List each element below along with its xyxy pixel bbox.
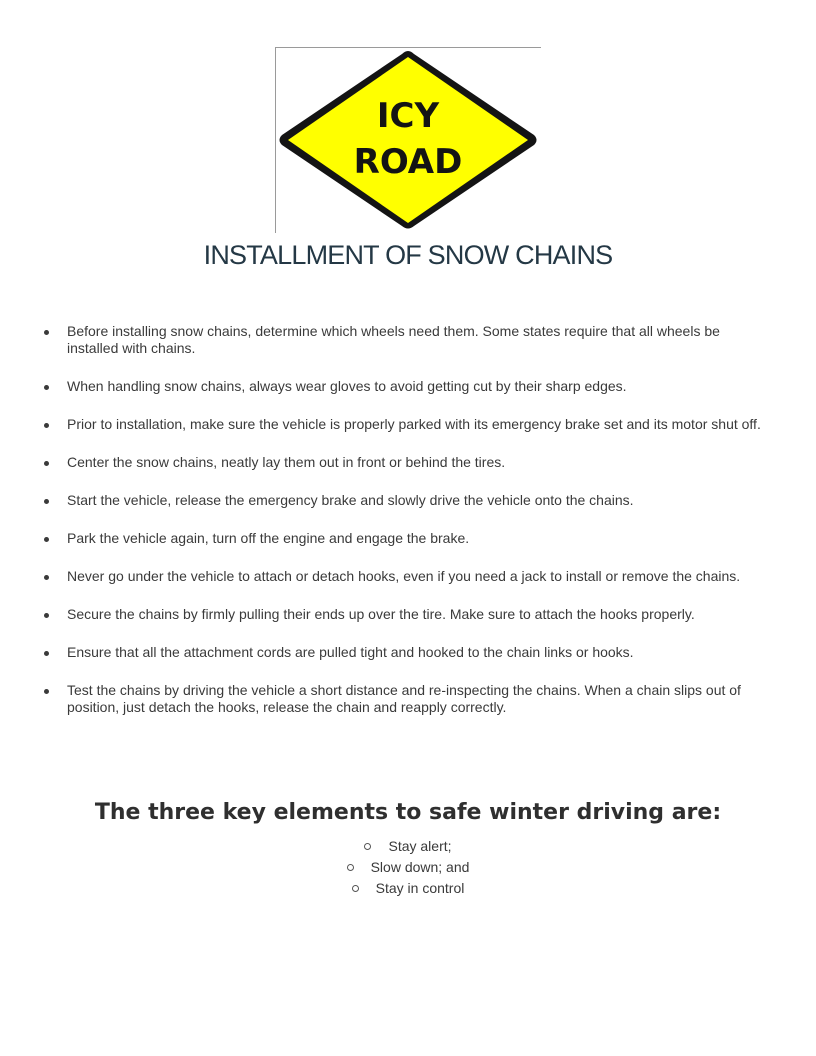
key-elements-heading: The three key elements to safe winter driving are:: [94, 800, 722, 825]
list-item-text: Park the vehicle again, turn off the engine and engage the brake.: [67, 530, 470, 546]
instruction-list: [0, 323, 816, 737]
list-item: [0, 857, 816, 878]
sign-line-1: ICY: [376, 96, 440, 136]
list-item: [0, 323, 816, 357]
list-item-text: Stay alert;: [388, 838, 452, 854]
list-item: [0, 644, 816, 661]
list-item: [0, 836, 816, 857]
bullet-icon: [44, 689, 49, 694]
list-item: [0, 606, 816, 623]
bullet-icon: [44, 499, 49, 504]
icy-road-sign: [275, 47, 541, 233]
list-item-text: Before installing snow chains, determine which wheels need them. Some states require that all wheels be installed with chains.: [67, 323, 720, 356]
list-item-text: Start the vehicle, release the emergency brake and slowly drive the vehicle onto the chains.: [67, 492, 634, 508]
circle-bullet-icon: [364, 843, 371, 850]
bullet-icon: [44, 651, 49, 656]
list-item-text: Stay in control: [375, 880, 465, 896]
list-item-text: When handling snow chains, always wear gloves to avoid getting cut by their sharp edges.: [67, 378, 627, 394]
list-item: [0, 378, 816, 395]
list-item: [0, 530, 816, 547]
list-item-text: Ensure that all the attachment cords are pulled tight and hooked to the chain links or hooks.: [67, 644, 634, 660]
list-item-text: Secure the chains by firmly pulling their ends up over the tire. Make sure to attach the hooks properly.: [67, 606, 695, 622]
bullet-icon: [44, 613, 49, 618]
list-item: [0, 454, 816, 471]
circle-bullet-icon: [352, 885, 359, 892]
bullet-icon: [44, 330, 49, 335]
list-item-text: Prior to installation, make sure the vehicle is properly parked with its emergency brake set and its motor shut off.: [67, 416, 761, 432]
bullet-icon: [44, 575, 49, 580]
bullet-icon: [44, 537, 49, 542]
list-item: [0, 416, 816, 433]
sign-face: [288, 57, 528, 223]
key-elements-list: [0, 836, 816, 899]
circle-bullet-icon: [347, 864, 354, 871]
list-item: [0, 878, 816, 899]
list-item-text: Slow down; and: [370, 859, 470, 875]
bullet-icon: [44, 423, 49, 428]
list-item-text: Center the snow chains, neatly lay them out in front or behind the tires.: [67, 454, 506, 470]
list-item-text: Test the chains by driving the vehicle a short distance and re-inspecting the chains. When a chain slips out of position, just detach the hooks, release the chain and reapply correctly.: [67, 682, 741, 715]
list-item: [0, 492, 816, 509]
list-item-text: Never go under the vehicle to attach or detach hooks, even if you need a jack to install or remove the chains.: [67, 568, 741, 584]
page-title: INSTALLMENT OF SNOW CHAINS: [203, 240, 613, 270]
sign-line-2: ROAD: [353, 142, 463, 182]
bullet-icon: [44, 461, 49, 466]
list-item: [0, 568, 816, 585]
bullet-icon: [44, 385, 49, 390]
list-item: [0, 682, 816, 716]
warning-sign-icon: [275, 47, 541, 233]
